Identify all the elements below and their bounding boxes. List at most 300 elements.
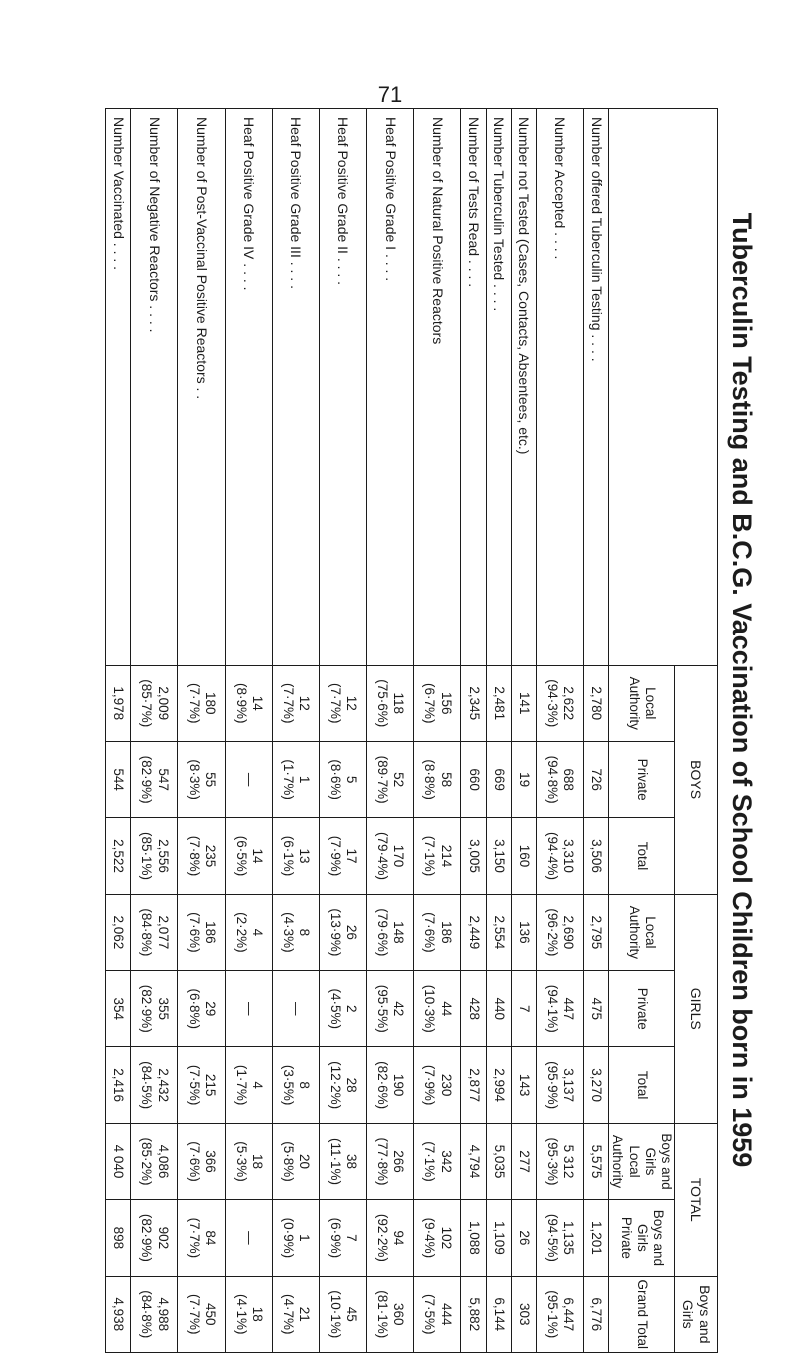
cell-value: 303 (516, 1303, 532, 1326)
cell-percentage: (7·9%) (422, 1064, 438, 1106)
table-cell (486, 1123, 511, 1199)
cell-percentage: (7·5%) (186, 1064, 202, 1106)
table-cell (367, 894, 414, 970)
cell-percentage: (8·3%) (186, 759, 202, 800)
column-header (609, 1123, 675, 1199)
cell-value: 42 (391, 1001, 407, 1017)
cell-value: 1 (297, 775, 313, 784)
table-cell (106, 818, 131, 894)
cell-percentage: (10·1%) (328, 1290, 344, 1339)
cell-value: 669 (491, 768, 507, 791)
cell-value: 3,137 (561, 1068, 577, 1103)
cell-percentage: (7·7%) (280, 682, 296, 724)
cell-percentage: (12·2%) (328, 1061, 344, 1110)
table-cell (584, 1200, 609, 1276)
row-label: Number of Negative Reactors . . . . (131, 109, 178, 666)
table-cell (272, 894, 319, 970)
cell-value: 5 312 (561, 1144, 577, 1179)
cell-value: 20 (297, 1154, 313, 1170)
table-cell (319, 1200, 366, 1276)
table-cell (536, 665, 583, 741)
table-cell (225, 1123, 272, 1199)
column-header-label: Private (618, 1216, 634, 1259)
table-row (367, 109, 414, 1353)
table-cell (584, 818, 609, 894)
table-cell (178, 894, 225, 970)
cell-value: 118 (391, 692, 407, 714)
column-header (609, 1276, 675, 1352)
cell-percentage: (11·1%) (328, 1138, 344, 1186)
row-label: Number of Tests Read . . . . (461, 109, 486, 666)
cell-value: 141 (516, 691, 532, 715)
page-number: 71 (377, 82, 403, 107)
table-cell (131, 665, 178, 741)
cell-percentage: (95·1%) (545, 1290, 561, 1339)
table-cell (272, 665, 319, 741)
table-cell (131, 1276, 178, 1352)
table-cell (178, 971, 225, 1047)
cell-value: 4,086 (155, 1144, 171, 1179)
cell-value: 1,088 (466, 1221, 482, 1255)
table-cell (106, 1276, 131, 1352)
cell-value: 18 (249, 1154, 265, 1170)
table-cell (367, 1123, 414, 1199)
table-cell (511, 1200, 536, 1276)
cell-value: 266 (391, 1150, 407, 1173)
cell-value: 3,270 (589, 1068, 605, 1103)
cell-value: 3,506 (589, 839, 605, 873)
column-header-label: Local Authority (610, 1134, 642, 1189)
cell-value: 360 (391, 1303, 407, 1326)
table-row (486, 109, 511, 1353)
table-cell (486, 1276, 511, 1352)
table-cell (584, 971, 609, 1047)
cell-value: — (241, 1002, 257, 1016)
cell-value: 366 (202, 1150, 218, 1173)
table-cell (106, 741, 131, 817)
column-header-label: Private (634, 987, 650, 1030)
column-header (609, 1047, 675, 1123)
cell-value: — (241, 1231, 257, 1245)
cell-value: 45 (344, 1306, 360, 1322)
cell-value: 2 (344, 1005, 360, 1013)
cell-value: 6,776 (589, 1297, 605, 1332)
cell-value: 4,938 (111, 1297, 127, 1332)
cell-percentage: (82·9%) (139, 984, 155, 1033)
cell-value: 2,009 (155, 686, 171, 721)
table-cell (486, 894, 511, 970)
cell-percentage: (75·6%) (375, 679, 391, 728)
table-cell (367, 1200, 414, 1276)
cell-percentage: (7·6%) (186, 912, 202, 953)
table-cell (319, 741, 366, 817)
cell-value: 186 (438, 921, 454, 944)
table-cell (367, 741, 414, 817)
table-row (225, 109, 272, 1353)
cell-percentage: (95·3%) (545, 1137, 561, 1186)
table-cell (584, 894, 609, 970)
stub-header (609, 109, 718, 666)
table-cell (536, 741, 583, 817)
cell-percentage: (8·6%) (328, 759, 344, 800)
cell-percentage: (1·7%) (280, 759, 296, 800)
table-cell (106, 894, 131, 970)
table-cell (461, 1200, 486, 1276)
cell-value: 3,150 (491, 839, 507, 873)
table-cell (461, 1123, 486, 1199)
column-header (609, 1200, 675, 1276)
cell-percentage: (84·5%) (139, 1061, 155, 1110)
vaccination-table (105, 108, 718, 1353)
table-cell (319, 1123, 366, 1199)
cell-percentage: (82·9%) (139, 1213, 155, 1262)
row-label: Heaf Positive Grade III . . . . (272, 109, 319, 666)
table-cell (178, 741, 225, 817)
cell-value: 277 (516, 1150, 532, 1173)
table-cell (461, 665, 486, 741)
table-cell (461, 1047, 486, 1123)
cell-value: 2,554 (491, 915, 507, 950)
table-cell (178, 1123, 225, 1199)
cell-value: 136 (516, 921, 532, 944)
cell-percentage: (85·2%) (139, 1137, 155, 1186)
table-cell (106, 971, 131, 1047)
column-header-label: Local Authority (626, 905, 658, 960)
table-cell (414, 1047, 461, 1123)
cell-value: 428 (466, 997, 482, 1021)
table-cell (178, 1200, 225, 1276)
cell-value: 52 (391, 772, 407, 788)
cell-value: 2,994 (491, 1068, 507, 1103)
cell-value: 18 (249, 1306, 265, 1322)
cell-percentage: (10·3%) (422, 984, 438, 1033)
table-cell (178, 1047, 225, 1123)
table-cell (367, 818, 414, 894)
cell-value: 898 (111, 1226, 127, 1250)
table-cell (178, 818, 225, 894)
table-cell (367, 971, 414, 1047)
cell-value: 5,575 (589, 1144, 605, 1179)
table-cell (319, 665, 366, 741)
column-header (609, 665, 675, 741)
cell-percentage: (3·5%) (280, 1064, 296, 1106)
table-cell (511, 818, 536, 894)
table-cell (511, 1047, 536, 1123)
cell-value: 444 (438, 1303, 454, 1326)
table-cell (272, 1123, 319, 1199)
cell-percentage: (6·8%) (186, 988, 202, 1030)
group-header-girls: GIRLS (675, 894, 718, 1123)
data-table-container (105, 108, 718, 1353)
row-label: Number offered Tuberculin Testing . . . . (584, 109, 609, 666)
cell-value: 1,135 (561, 1221, 577, 1255)
cell-percentage: (82·6%) (375, 1061, 391, 1110)
cell-value: 14 (249, 695, 265, 711)
cell-percentage: (85·1%) (139, 831, 155, 880)
table-row (511, 109, 536, 1353)
table-cell (272, 1047, 319, 1123)
table-cell (486, 1047, 511, 1123)
table-cell (106, 1047, 131, 1123)
cell-value: 660 (466, 768, 482, 791)
cell-percentage: (94·1%) (545, 984, 561, 1033)
cell-value: 8 (297, 928, 313, 937)
cell-value: 44 (438, 1001, 454, 1017)
cell-percentage: (96·2%) (545, 908, 561, 957)
table-cell (584, 665, 609, 741)
table-cell (131, 1123, 178, 1199)
cell-percentage: (84·8%) (139, 908, 155, 957)
table-row (584, 109, 609, 1353)
cell-percentage: (7·9%) (328, 835, 344, 877)
cell-value: 4 (249, 1081, 265, 1089)
group-header-boys-and-girls: Boys and Girls (675, 1276, 718, 1352)
column-header (609, 818, 675, 894)
cell-percentage: (84·8%) (139, 1290, 155, 1339)
cell-percentage: (79·6%) (375, 908, 391, 957)
table-cell (106, 1200, 131, 1276)
cell-value: 2,449 (466, 915, 482, 950)
table-cell (319, 1047, 366, 1123)
cell-percentage: (8·9%) (233, 682, 249, 724)
table-cell (225, 818, 272, 894)
cell-value: 28 (344, 1077, 360, 1093)
cell-percentage: (81·1%) (375, 1290, 391, 1339)
row-label: Number of Natural Positive Reactors (414, 109, 461, 666)
table-cell (414, 1276, 461, 1352)
cell-value: 2,556 (155, 839, 171, 873)
cell-percentage: (5·3%) (233, 1141, 249, 1182)
cell-value: 84 (202, 1230, 218, 1246)
cell-percentage: (77·8%) (375, 1137, 391, 1186)
cell-percentage: (4·7%) (280, 1294, 296, 1335)
table-cell (106, 665, 131, 741)
cell-value: 2,795 (589, 915, 605, 950)
cell-percentage: (4·1%) (233, 1294, 249, 1335)
table-cell (414, 1200, 461, 1276)
row-label: Number Tuberculin Tested . . . . (486, 109, 511, 666)
cell-value: 26 (344, 924, 360, 940)
cell-value: 5,035 (491, 1144, 507, 1179)
table-cell (225, 1047, 272, 1123)
cell-percentage: (2·2%) (233, 912, 249, 953)
table-cell (536, 1123, 583, 1199)
cell-value: 4 (249, 928, 265, 937)
cell-value: 55 (202, 772, 218, 788)
column-header-label: Local Authority (626, 676, 658, 730)
cell-percentage: (7·1%) (422, 1141, 438, 1182)
table-cell (319, 894, 366, 970)
table-cell (536, 894, 583, 970)
table-cell (272, 1276, 319, 1352)
table-row (414, 109, 461, 1353)
cell-value: 6,447 (561, 1297, 577, 1332)
cell-percentage: (95·5%) (375, 984, 391, 1033)
page-title: Tuberculin Testing and B.C.G. Vaccination of School Children born in 1959 (727, 212, 757, 1168)
table-cell (414, 1123, 461, 1199)
table-cell (511, 741, 536, 817)
cell-value: 14 (249, 848, 265, 864)
table-cell (131, 971, 178, 1047)
column-header-prefix: Boys and Girls (642, 1133, 674, 1190)
cell-value: 8 (297, 1081, 313, 1089)
cell-value: 143 (516, 1073, 532, 1097)
cell-percentage: (7·7%) (186, 1217, 202, 1259)
cell-percentage: (6·9%) (328, 1217, 344, 1259)
cell-percentage: (6·1%) (280, 835, 296, 877)
cell-value: 2,622 (561, 686, 577, 721)
cell-value: 4,988 (155, 1297, 171, 1332)
cell-value: 7 (344, 1234, 360, 1242)
cell-value: 2,077 (155, 915, 171, 950)
table-row (319, 109, 366, 1353)
cell-value: 2,432 (155, 1068, 171, 1103)
cell-value: 726 (589, 768, 605, 791)
cell-percentage: (9·4%) (422, 1217, 438, 1259)
table-row (178, 109, 225, 1353)
table-cell (584, 1123, 609, 1199)
column-header-label: Total (634, 841, 650, 871)
cell-percentage: (79·4%) (375, 831, 391, 880)
cell-value: 2,416 (111, 1068, 127, 1103)
table-cell (131, 1047, 178, 1123)
cell-value: 355 (155, 997, 171, 1021)
cell-value: 7 (516, 1005, 532, 1013)
cell-value: 156 (438, 691, 454, 715)
cell-value: 688 (561, 768, 577, 791)
cell-percentage: (82·9%) (139, 755, 155, 804)
cell-value: 12 (344, 695, 360, 711)
table-cell (131, 1200, 178, 1276)
cell-percentage: (94·5%) (545, 1213, 561, 1262)
table-cell (511, 971, 536, 1047)
cell-value: 19 (516, 772, 532, 788)
table-row (106, 109, 131, 1353)
table-row (131, 109, 178, 1353)
column-header (609, 971, 675, 1047)
table-cell (106, 1123, 131, 1199)
cell-value: 2,062 (111, 915, 127, 950)
table-cell (461, 971, 486, 1047)
table-cell (511, 1276, 536, 1352)
cell-value: 215 (202, 1073, 218, 1097)
cell-value: 5 (344, 775, 360, 784)
table-cell (131, 741, 178, 817)
table-cell (461, 1276, 486, 1352)
group-header-boys: BOYS (675, 665, 718, 894)
cell-value: 2,345 (466, 686, 482, 721)
cell-value: 4,794 (466, 1144, 482, 1179)
table-cell (511, 1123, 536, 1199)
group-header-row (675, 109, 718, 1353)
cell-percentage: (7·5%) (422, 1294, 438, 1335)
table-row (272, 109, 319, 1353)
cell-value: 4 040 (111, 1144, 127, 1179)
row-label: Heaf Positive Grade IV . . . . (225, 109, 272, 666)
cell-value: 547 (155, 768, 171, 791)
table-cell (461, 894, 486, 970)
cell-value: 6,144 (491, 1297, 507, 1332)
cell-value: 190 (391, 1073, 407, 1097)
cell-percentage: (7·7%) (186, 682, 202, 724)
table-cell (486, 665, 511, 741)
cell-percentage: (94·4%) (545, 831, 561, 880)
cell-percentage: (94·3%) (545, 679, 561, 728)
table-cell (536, 1047, 583, 1123)
table-cell (178, 1276, 225, 1352)
table-cell (584, 1047, 609, 1123)
cell-value: 12 (297, 695, 313, 711)
cell-percentage: (6·7%) (422, 682, 438, 724)
cell-value: 1,978 (111, 686, 127, 721)
column-header-prefix: Boys and Girls (634, 1209, 666, 1267)
cell-value: 2,522 (111, 839, 127, 873)
cell-value: 2,690 (561, 915, 577, 950)
table-cell (131, 894, 178, 970)
row-label: Number Accepted . . . . (536, 109, 583, 666)
cell-value: 170 (391, 844, 407, 868)
table-cell (461, 741, 486, 817)
table-cell (414, 894, 461, 970)
cell-percentage: (1·7%) (233, 1064, 249, 1106)
cell-value: 214 (438, 844, 454, 868)
table-cell (367, 665, 414, 741)
table-cell (272, 971, 319, 1047)
cell-value: 1,201 (589, 1221, 605, 1255)
cell-value: 3,310 (561, 839, 577, 873)
column-header-label: Grand Total (634, 1279, 650, 1350)
table-cell (584, 1276, 609, 1352)
cell-value: 21 (297, 1306, 313, 1322)
cell-value: 2,780 (589, 686, 605, 721)
table-cell (536, 1276, 583, 1352)
table-cell (272, 741, 319, 817)
table-cell (225, 1276, 272, 1352)
table-cell (225, 1200, 272, 1276)
row-label: Heaf Positive Grade II . . . . (319, 109, 366, 666)
cell-value: 29 (202, 1001, 218, 1017)
cell-value: 160 (516, 844, 532, 868)
cell-value: — (288, 1002, 304, 1016)
table-cell (486, 818, 511, 894)
cell-percentage: (7·7%) (328, 682, 344, 724)
table-cell (319, 1276, 366, 1352)
table-cell (319, 818, 366, 894)
table-cell (536, 818, 583, 894)
cell-value: 440 (491, 997, 507, 1021)
cell-value: 102 (438, 1226, 454, 1250)
table-cell (511, 894, 536, 970)
cell-value: 475 (589, 997, 605, 1021)
cell-value: 544 (111, 768, 127, 791)
cell-percentage: (13·9%) (328, 908, 344, 957)
row-label: Heaf Positive Grade I . . . . (367, 109, 414, 666)
cell-value: 354 (111, 997, 127, 1021)
cell-percentage: (85·7%) (139, 679, 155, 728)
table-cell (414, 818, 461, 894)
column-header-label: Total (634, 1070, 650, 1100)
column-header (609, 894, 675, 970)
group-header-total: TOTAL (675, 1123, 718, 1276)
table-cell (178, 665, 225, 741)
table-cell (225, 741, 272, 817)
cell-value: 1,109 (491, 1221, 507, 1255)
table-body (106, 109, 609, 1353)
table-cell (225, 665, 272, 741)
cell-percentage: (7·6%) (422, 912, 438, 953)
cell-percentage: (7·7%) (186, 1294, 202, 1335)
table-cell (536, 1200, 583, 1276)
